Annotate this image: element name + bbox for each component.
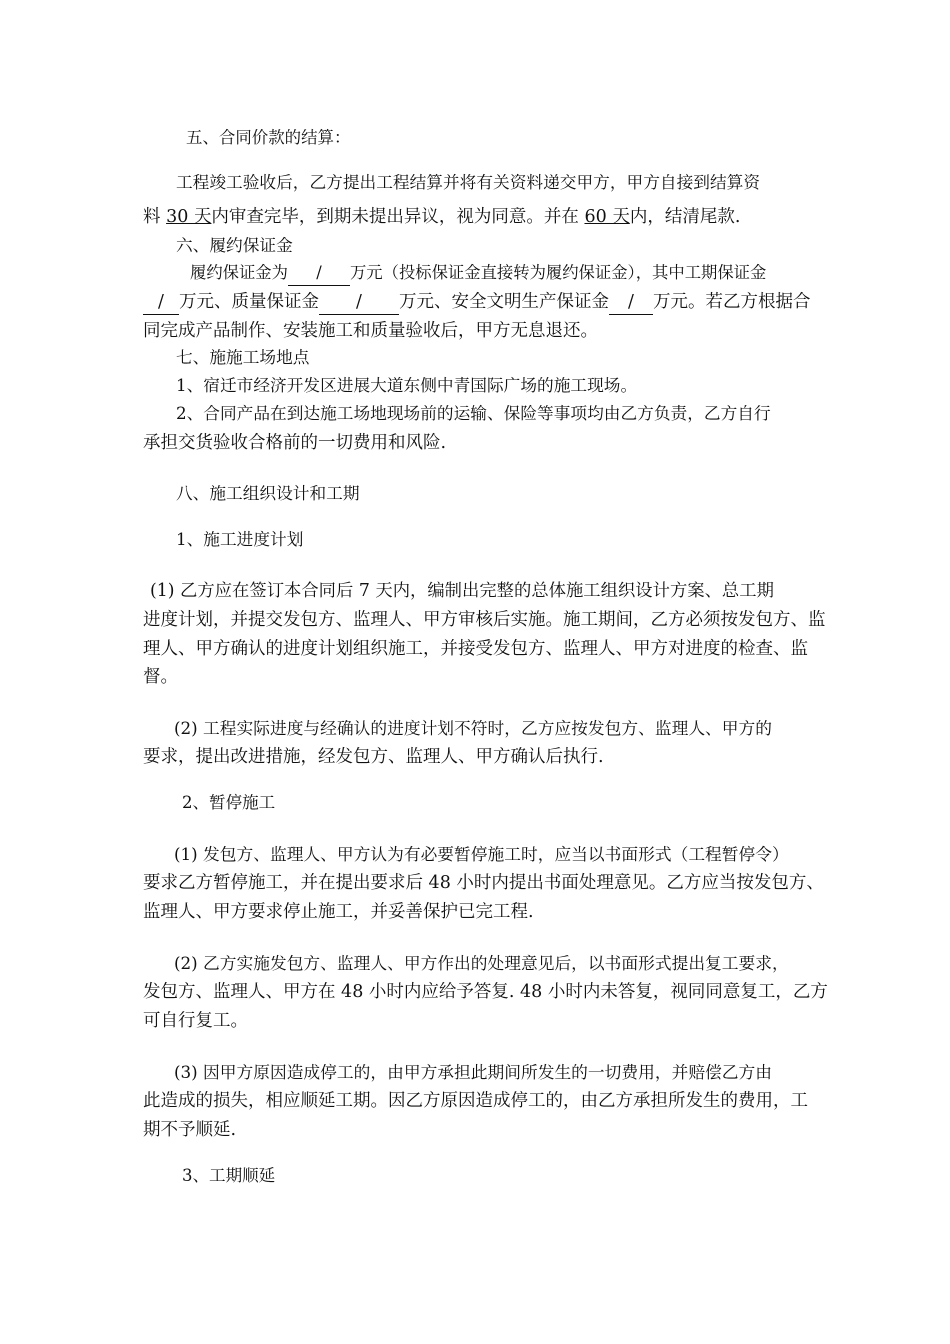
section-6-title: 六、履约保证金 xyxy=(176,236,293,255)
section-8-3-title: 3、工期顺延 xyxy=(182,1166,276,1185)
section-6-line-2: / 万元、质量保证金 / 万元、安全文明生产保证金 / 万元。若乙方根据合 xyxy=(143,286,855,318)
section-5-line-2: 料 30 天内审查完毕，到期未提出异议，视为同意。并在 60 天内，结清尾款. xyxy=(143,207,741,227)
section-8-1-2-line-2: 要求，提出改进措施，经发包方、监理人、甲方确认后执行. xyxy=(143,747,604,767)
section-8-1-1-line-4: 督。 xyxy=(143,667,178,687)
performance-bond-blank: / xyxy=(288,261,350,286)
section-8-title: 八、施工组织设计和工期 xyxy=(176,484,360,503)
section-5-title: 五、合同价款的结算： xyxy=(186,128,351,147)
section-8-2-3-line-3: 期不予顺延. xyxy=(143,1120,237,1140)
section-7-item-1: 1、宿迁市经济开发区进展大道东侧中青国际广场的施工现场。 xyxy=(176,376,638,395)
section-8-1-2-line-1: (2) 工程实际进度与经确认的进度计划不符时，乙方应按发包方、监理人、甲方的 xyxy=(174,718,772,738)
section-8-1-1-line-2: 进度计划，并提交发包方、监理人、甲方审核后实施。施工期间，乙方必须按发包方、监 xyxy=(143,610,826,630)
section-8-2-3-line-2: 此造成的损失，相应顺延工期。因乙方原因造成停工的，由乙方承担所发生的费用，工 xyxy=(143,1091,808,1111)
section-8-2-2-line-1: (2) 乙方实施发包方、监理人、甲方作出的处理意见后，以书面形式提出复工要求， xyxy=(174,953,789,973)
quality-bond-blank: / xyxy=(319,290,399,315)
section-8-2-3-line-1: (3) 因甲方原因造成停工的，由甲方承担此期间所发生的一切费用，并赔偿乙方由 xyxy=(174,1062,772,1082)
section-8-2-2-line-2: 发包方、监理人、甲方在 48 小时内应给予答复. 48 小时内未答复，视同同意复工，乙方 xyxy=(143,982,828,1002)
section-7-item-2-line-2: 承担交货验收合格前的一切费用和风险. xyxy=(143,433,447,453)
section-8-1-1-line-3: 理人、甲方确认的进度计划组织施工，并接受发包方、监理人、甲方对进度的检查、监 xyxy=(143,639,808,659)
section-6-line-3: 同完成产品制作、安装施工和质量验收后，甲方无息退还。 xyxy=(143,321,598,341)
safety-bond-blank: / xyxy=(609,290,653,315)
settlement-days: 60 天 xyxy=(584,207,630,227)
section-8-2-1-line-1: (1) 发包方、监理人、甲方认为有必要暂停施工时，应当以书面形式（工程暂停令） xyxy=(174,844,789,864)
section-8-1-title: 1、施工进度计划 xyxy=(176,530,304,549)
section-8-2-1-line-3: 监理人、甲方要求停止施工，并妥善保护已完工程. xyxy=(143,902,534,922)
section-6-line-1: 履约保证金为 / 万元（投标保证金直接转为履约保证金），其中工期保证金 xyxy=(190,257,902,289)
section-8-2-title: 2、暂停施工 xyxy=(182,793,276,812)
section-7-title: 七、施施工场地点 xyxy=(176,348,310,367)
section-5-line-1: 工程竣工验收后，乙方提出工程结算并将有关资料递交甲方，甲方自接到结算资 xyxy=(176,173,761,192)
schedule-bond-blank: / xyxy=(143,290,179,315)
section-8-2-2-line-3: 可自行复工。 xyxy=(143,1011,248,1031)
section-8-2-1-line-2: 要求乙方暂停施工，并在提出要求后 48 小时内提出书面处理意见。乙方应当按发包方、 xyxy=(143,873,824,893)
section-7-item-2-line-1: 2、合同产品在到达施工场地现场前的运输、保险等事项均由乙方负责，乙方自行 xyxy=(176,404,771,423)
review-days: 30 天 xyxy=(166,207,212,227)
section-8-1-1-line-1: (1) 乙方应在签订本合同后 7 天内，编制出完整的总体施工组织设计方案、总工期 xyxy=(150,581,774,601)
